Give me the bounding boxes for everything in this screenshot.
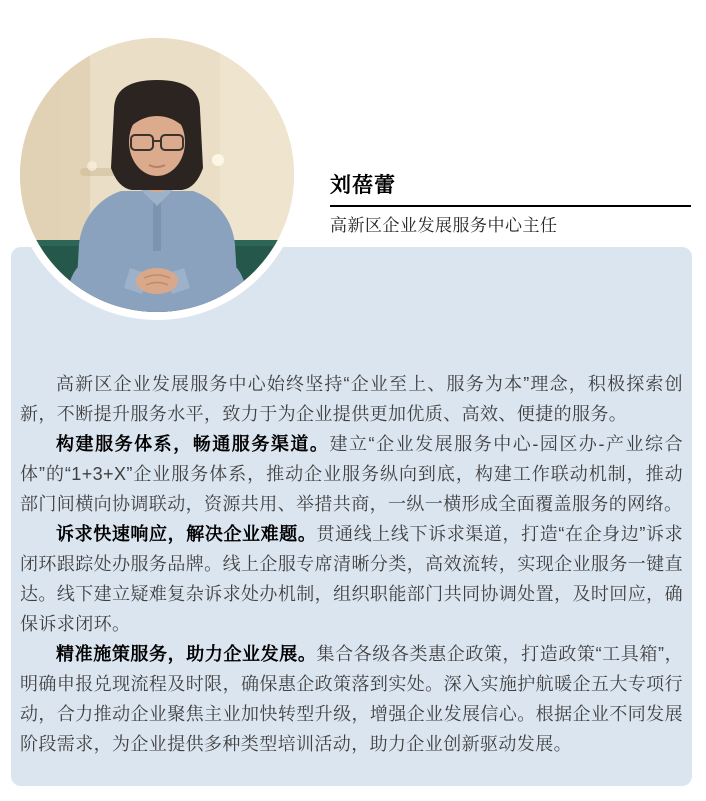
article-paragraph	[20, 519, 683, 639]
paragraph-body: 集合各级各类惠企政策，打造政策“工具箱”，明确申报兑现流程及时限，确保惠企政策落到实处。深入实施护航暖企五大专项行动，合力推动企业聚焦主业加快转型升级，增强企业发展信心。根据企业不同发展阶段需求，为企业提供多种类型培训活动，助力企业创新驱动发展。	[20, 644, 683, 754]
profile-header	[330, 174, 691, 236]
portrait-illustration	[20, 38, 294, 312]
name-underline	[330, 205, 691, 207]
person-name: 刘蓓蕾	[330, 174, 396, 197]
article-paragraph	[20, 429, 683, 519]
paragraph-body: 贯通线上线下诉求渠道，打造“在企身边”诉求闭环跟踪处办服务品牌。线上企服专席清晰分类，高效流转，实现企业服务一键直达。线下建立疑难复杂诉求处办机制，组织职能部门共同协调处置，及时回应，确保诉求闭环。	[20, 524, 683, 634]
paragraph-body: 建立“企业发展服务中心-园区办-产业综合体”的“1+3+X”企业服务体系，推动企业服务纵向到底，构建工作联动机制，推动部门间横向协调联动，资源共用、举措共商，一纵一横形成全面覆盖服务的网络。	[20, 434, 683, 514]
article-paragraph	[20, 639, 683, 759]
hands	[136, 268, 178, 294]
profile-photo	[12, 30, 302, 320]
article-text	[20, 369, 683, 759]
content-panel	[11, 247, 692, 786]
article-paragraph	[20, 369, 683, 429]
paragraph-lead: 构建服务体系，畅通服务渠道。	[56, 434, 330, 454]
person-title: 高新区企业发展服务中心主任	[330, 216, 558, 235]
paragraph-lead: 诉求快速响应，解决企业难题。	[56, 524, 317, 544]
paragraph-lead: 精准施策服务，助力企业发展。	[56, 644, 317, 664]
wall-light-spot-right	[212, 154, 224, 166]
wall-light-spot-left	[87, 161, 97, 171]
paragraph-body: 高新区企业发展服务中心始终坚持“企业至上、服务为本”理念，积极探索创新，不断提升服务水平，致力于为企业提供更加优质、高效、便捷的服务。	[20, 374, 683, 424]
